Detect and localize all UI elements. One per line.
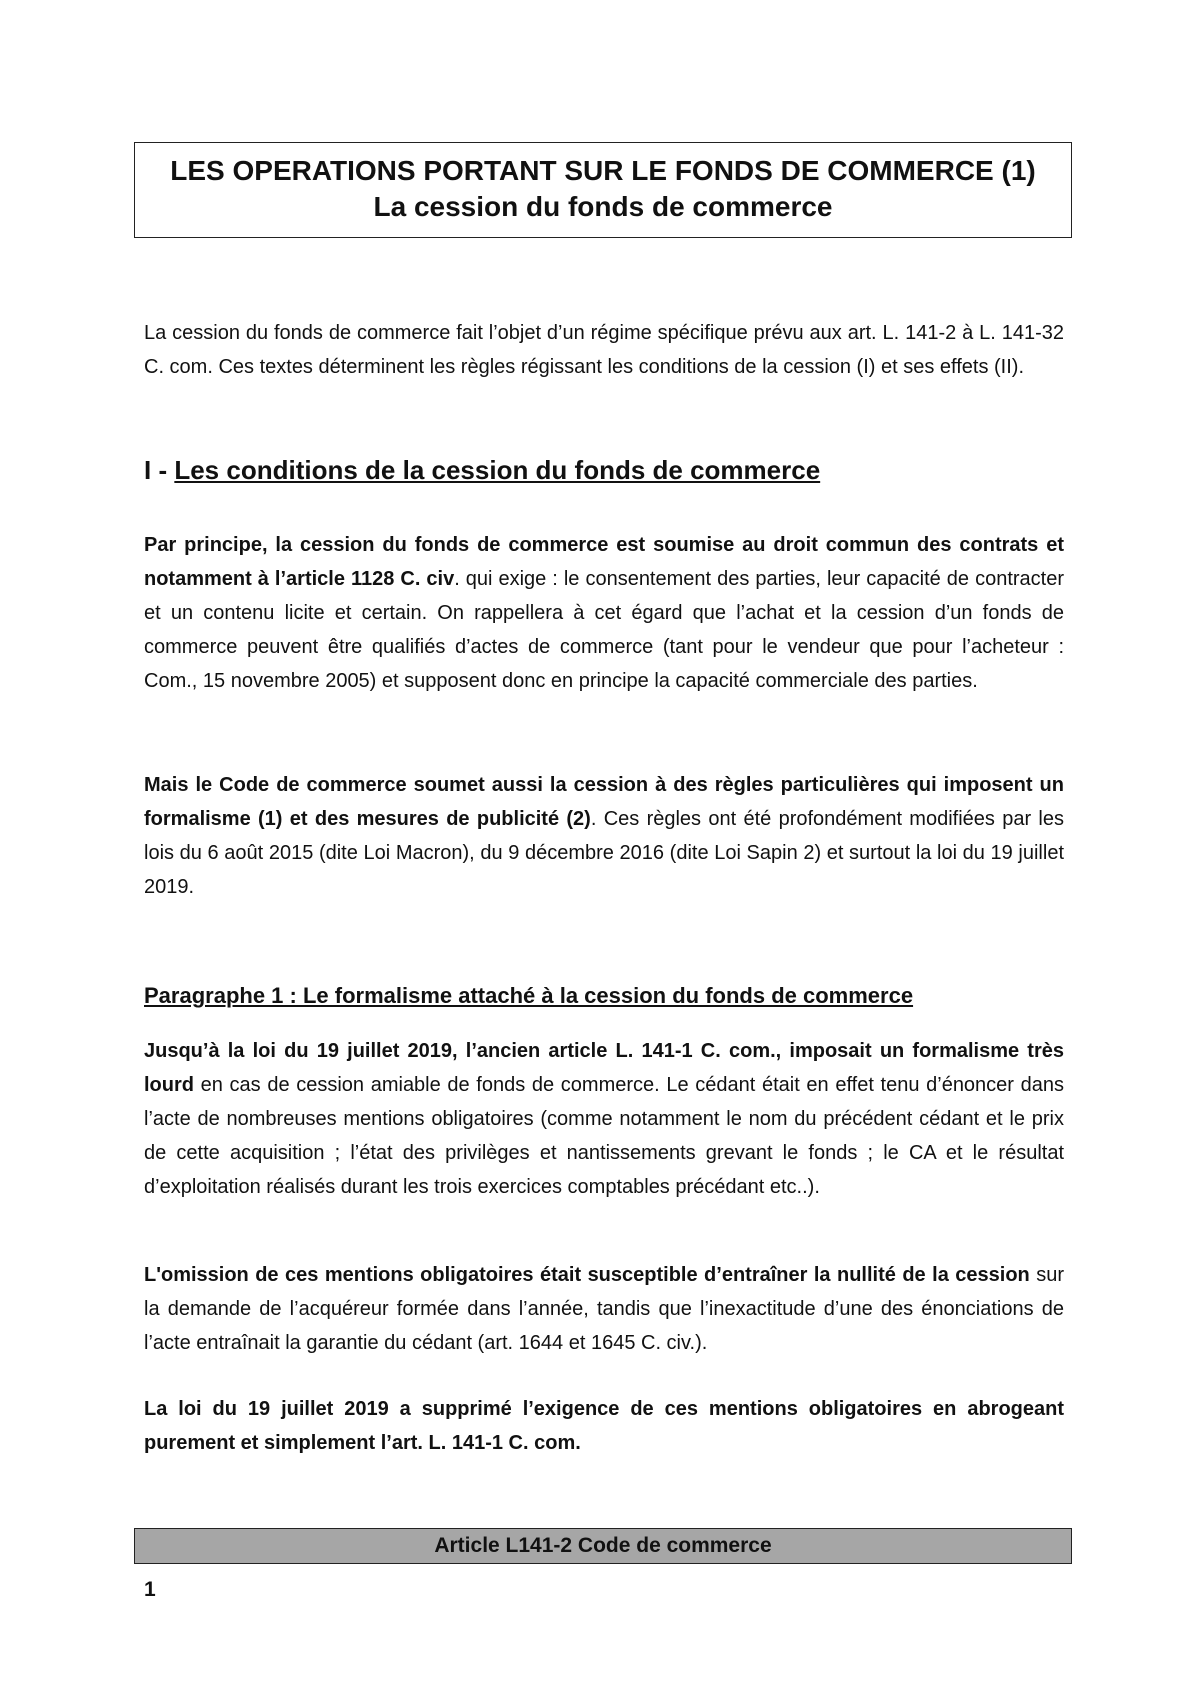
omission-text: sur la demande de l’acquéreur formée dans l’année, tandis que l’inexactitude d’une des énonciations de l’acte entraînait la garantie du cédant (art. 1644 et 1645 C. civ.). [144,1264,1064,1354]
formalism-paragraph [144,1034,1064,1204]
formalism-text: en cas de cession amiable de fonds de commerce. Le cédant était en effet tenu d’énoncer dans l’acte de nombreuses mentions obligatoires (comme notamment le nom du précédent cédant et le prix de cette acquisition ; l’état des privilèges et nantissements grevant le fonds ; le CA et le résultat d’exploitation réalisés durant les trois exercices comptables précédant etc..). [144,1074,1064,1198]
omission-bold: L'omission de ces mentions obligatoires était susceptible d’entraîner la nullité de la cession [144,1264,1030,1286]
omission-paragraph [144,1258,1064,1360]
title-box [134,142,1072,238]
article-header-bar: Article L141-2 Code de commerce [134,1528,1072,1564]
document-title: LES OPERATIONS PORTANT SUR LE FONDS DE COMMERCE (1) [170,155,1036,186]
principle-paragraph [144,528,1064,698]
code-text: . Ces règles ont été profondément modifiées par les lois du 6 août 2015 (dite Loi Macron), du 9 décembre 2016 (dite Loi Sapin 2) et surtout la loi du 19 juillet 2019. [144,808,1064,898]
intro-paragraph: La cession du fonds de commerce fait l’objet d’un régime spécifique prévu aux art. L. 141-2 à L. 141-32 C. com. Ces textes déterminent les règles régissant les conditions de la cession (I) et ses effets (II). [144,322,1064,378]
page-number: 1 [144,1578,156,1601]
code-bold: Mais le Code de commerce soumet aussi la cession à des règles particulières qui imposent un formalisme (1) et des mesures de publicité (2) [144,774,1064,830]
principle-text: . qui exige : le consentement des parties, leur capacité de contracter et un contenu licite et certain. On rappellera à cet égard que l’achat et la cession d’un fonds de commerce peuvent être qualifiés d’actes de commerce (tant pour le vendeur que pour l’acheteur : Com., 15 novembre 2005) et supposent donc en principe la capacité commerciale des parties. [144,568,1064,692]
law2019-paragraph [144,1392,1064,1460]
code-paragraph [144,768,1064,904]
section-title: Les conditions de la cession du fonds de commerce [174,455,821,485]
law2019-bold: La loi du 19 juillet 2019 a supprimé l’exigence de ces mentions obligatoires en abrogeant purement et simplement l’art. L. 141-1 C. com. [144,1398,1064,1454]
paragraph-heading: Paragraphe 1 : Le formalisme attaché à la cession du fonds de commerce [144,983,914,1008]
section-prefix: I - [144,455,175,485]
section-heading [144,453,1064,487]
principle-bold: Par principe, la cession du fonds de commerce est soumise au droit commun des contrats et notamment à l’article 1128 C. civ [144,534,1064,590]
document-subtitle: La cession du fonds de commerce [373,191,833,222]
formalism-bold: Jusqu’à la loi du 19 juillet 2019, l’ancien article L. 141-1 C. com., imposait un formalisme très lourd [144,1040,1064,1096]
